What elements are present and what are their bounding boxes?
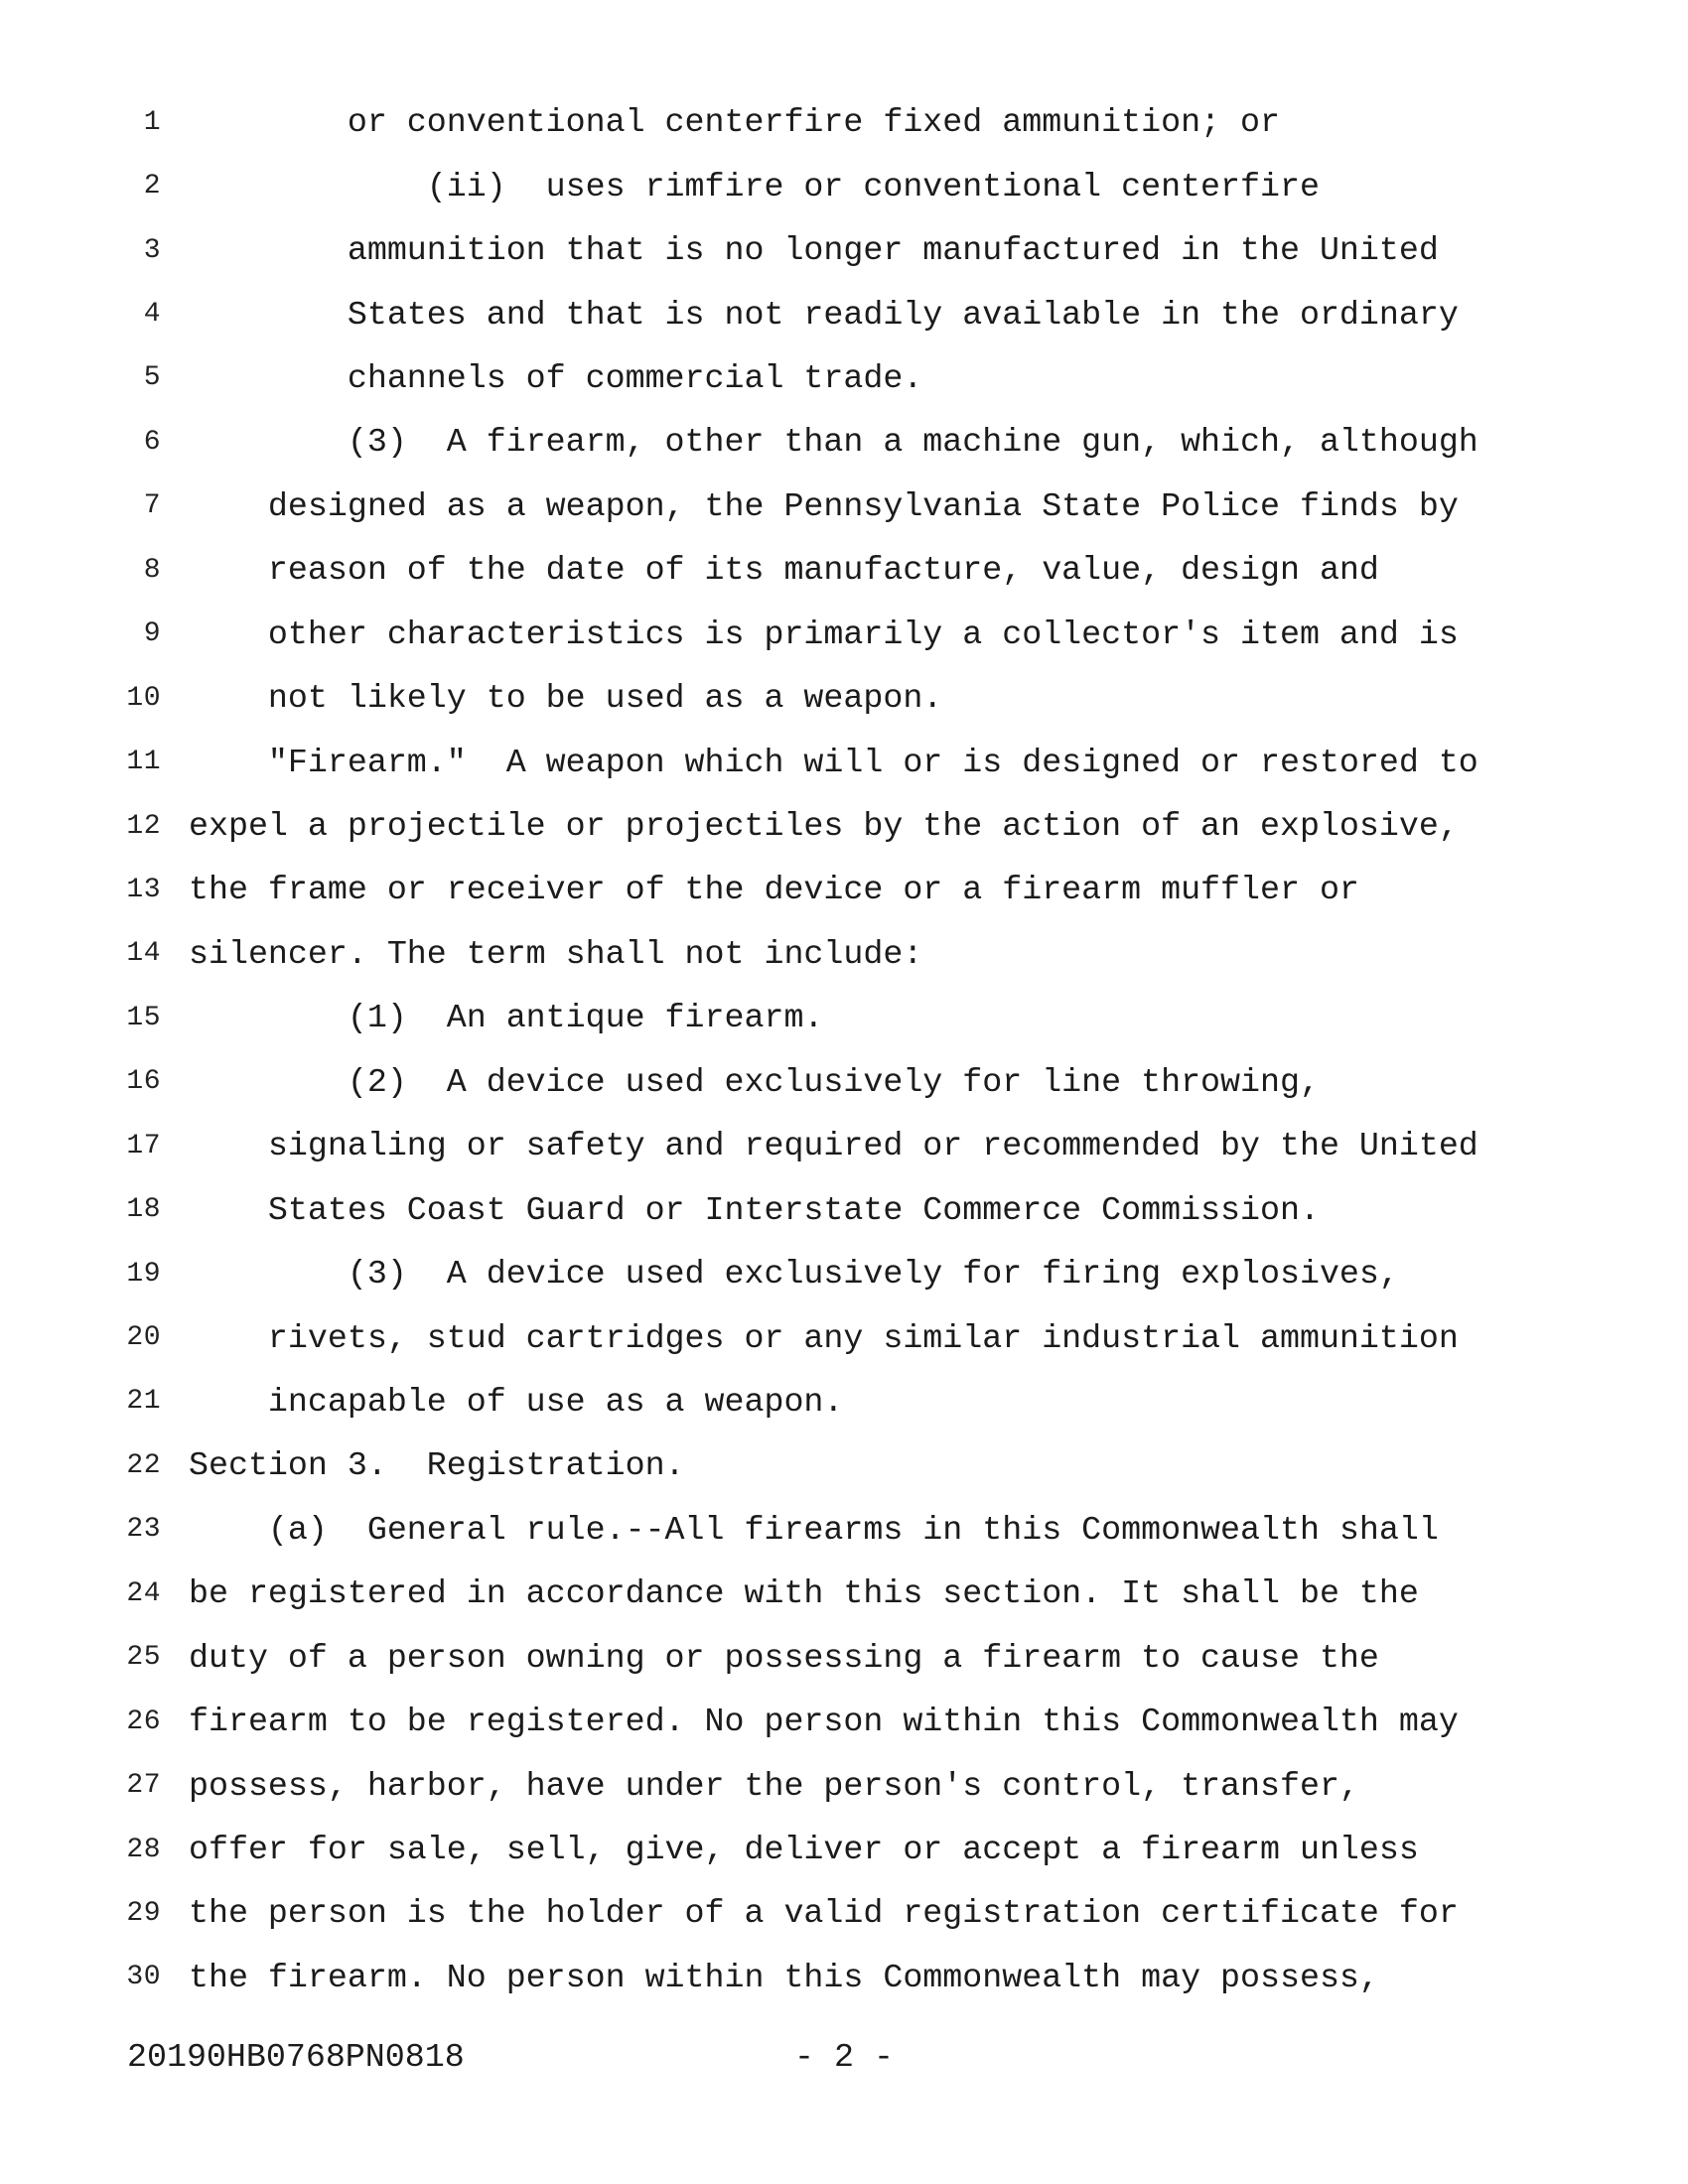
line-number: 2 [143,171,161,203]
line-number: 24 [126,1577,161,1609]
line-number: 30 [126,1962,161,1993]
line-text: incapable of use as a weapon. [189,1382,844,1421]
text-line [0,1177,1478,1241]
line-number: 20 [126,1322,161,1354]
text-line [0,1305,1478,1369]
text-line [0,1753,1478,1817]
line-number: 25 [126,1642,161,1674]
text-line [0,794,1478,858]
text-line [0,1626,1478,1690]
text-line [0,858,1478,921]
line-number: 29 [126,1897,161,1929]
line-number: 8 [143,554,161,586]
line-number: 15 [126,1002,161,1033]
line-text: (ii) uses rimfire or conventional centerfire [189,167,1320,205]
text-line [0,603,1478,666]
line-number: 22 [126,1449,161,1481]
line-text: Section 3. Registration. [189,1446,685,1485]
line-number: 12 [126,810,161,842]
line-text: ammunition that is no longer manufactured in the United [189,231,1439,270]
line-number: 16 [126,1066,161,1098]
line-text: signaling or safety and required or recommended by the United [189,1127,1478,1165]
line-number: 9 [143,618,161,650]
line-number: 14 [126,938,161,970]
line-number: 5 [143,362,161,394]
text-line [0,1818,1478,1881]
line-text: duty of a person owning or possessing a firearm to cause the [189,1638,1379,1677]
line-text: the person is the holder of a valid registration certificate for [189,1894,1459,1933]
text-line [0,1946,1478,2009]
line-text: (a) General rule.--All firearms in this Commonwealth shall [189,1510,1439,1549]
line-text: or conventional centerfire fixed ammunition; or [189,103,1280,142]
line-number: 19 [126,1258,161,1290]
line-text: reason of the date of its manufacture, value, design and [189,551,1379,590]
line-text: offer for sale, sell, give, deliver or accept a firearm unless [189,1831,1419,1869]
text-line [0,730,1478,793]
line-number: 7 [143,490,161,522]
line-number: 17 [126,1130,161,1161]
line-text: (1) An antique firearm. [189,999,824,1037]
line-number: 18 [126,1194,161,1226]
line-text: (3) A firearm, other than a machine gun, which, although [189,423,1478,462]
text-line [0,1881,1478,1945]
text-line [0,475,1478,538]
line-text: be registered in accordance with this section. It shall be the [189,1574,1419,1613]
text-line [0,1690,1478,1753]
text-line [0,1498,1478,1562]
line-text: possess, harbor, have under the person's control, transfer, [189,1766,1359,1805]
line-text: (3) A device used exclusively for firing explosives, [189,1255,1399,1294]
text-line [0,410,1478,474]
text-line [0,1370,1478,1433]
line-number: 28 [126,1834,161,1865]
line-text: expel a projectile or projectiles by the action of an explosive, [189,807,1459,846]
line-text: channels of commercial trade. [189,358,923,397]
line-text: not likely to be used as a weapon. [189,679,943,718]
text-line [0,282,1478,345]
text-line [0,1114,1478,1177]
line-number: 6 [143,426,161,458]
line-number: 26 [126,1706,161,1737]
line-number: 4 [143,299,161,331]
text-line [0,90,1478,154]
line-text: other characteristics is primarily a collector's item and is [189,614,1459,653]
text-line [0,346,1478,410]
line-text: "Firearm." A weapon which will or is designed or restored to [189,743,1478,781]
line-number: 27 [126,1770,161,1802]
text-line [0,218,1478,282]
bill-text-block [0,90,1478,2009]
bill-identifier: 20190HB0768PN0818 [127,2038,465,2076]
line-number: 3 [143,234,161,266]
text-line [0,1050,1478,1114]
line-text: designed as a weapon, the Pennsylvania State Police finds by [189,486,1459,525]
line-text: the frame or receiver of the device or a firearm muffler or [189,871,1359,909]
line-number: 10 [126,682,161,714]
text-line [0,666,1478,730]
text-line [0,1242,1478,1305]
line-text: (2) A device used exclusively for line throwing, [189,1062,1320,1101]
text-line [0,154,1478,217]
line-number: 23 [126,1514,161,1546]
text-line [0,1433,1478,1497]
text-line [0,986,1478,1049]
line-text: States Coast Guard or Interstate Commerce Commission. [189,1190,1320,1229]
page-footer [0,2025,1688,2089]
line-text: the firearm. No person within this Commonwealth may possess, [189,1958,1379,1996]
line-text: firearm to be registered. No person within this Commonwealth may [189,1703,1459,1741]
text-line [0,538,1478,602]
line-number: 13 [126,874,161,905]
text-line [0,922,1478,986]
line-text: silencer. The term shall not include: [189,934,923,973]
line-number: 1 [143,106,161,138]
page-number: - 2 - [794,2038,894,2076]
line-number: 11 [126,747,161,778]
text-line [0,1562,1478,1625]
line-number: 21 [126,1386,161,1418]
line-text: rivets, stud cartridges or any similar industrial ammunition [189,1318,1459,1357]
line-text: States and that is not readily available in the ordinary [189,295,1459,334]
